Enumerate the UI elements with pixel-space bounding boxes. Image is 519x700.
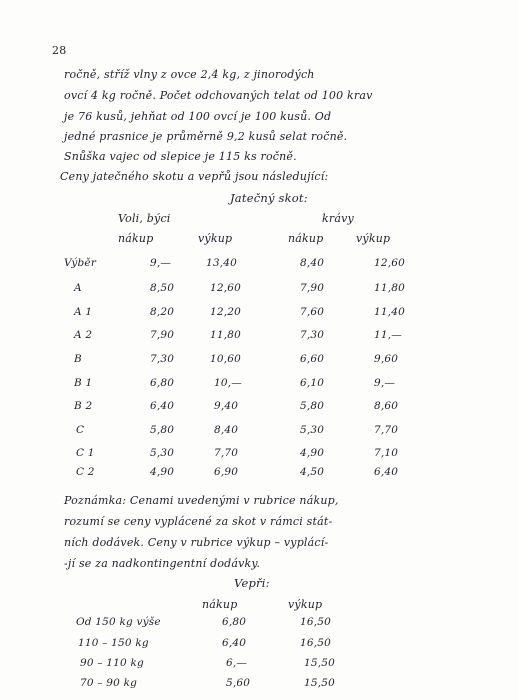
cattle-header: výkup bbox=[198, 232, 233, 245]
pigs-weight: 70 – 90 kg bbox=[80, 677, 138, 689]
cattle-cell: 6,10 bbox=[300, 377, 325, 389]
pigs-title: Vepři: bbox=[234, 576, 270, 590]
cattle-grade: C bbox=[76, 424, 85, 436]
cattle-grade: B 1 bbox=[74, 377, 93, 389]
note-line: Poznámka: Cenami uvedenými v rubrice nákup, bbox=[64, 494, 339, 507]
cattle-cell: 11,— bbox=[374, 329, 402, 341]
cattle-cell: 7,70 bbox=[214, 447, 239, 459]
cattle-cell: 7,10 bbox=[374, 447, 399, 459]
pigs-header: nákup bbox=[202, 598, 238, 611]
cattle-cell: 7,30 bbox=[300, 329, 325, 341]
cattle-cell: 7,30 bbox=[150, 353, 175, 365]
cattle-cell: 6,90 bbox=[214, 466, 239, 478]
cattle-cell: 10,60 bbox=[210, 353, 242, 365]
pigs-cell: 15,50 bbox=[304, 677, 336, 689]
paragraph-line: jedné prasnice je průměrně 9,2 kusů selat ročně. bbox=[64, 130, 348, 143]
cattle-cell: 12,60 bbox=[210, 282, 242, 294]
cattle-grade: A 1 bbox=[74, 306, 93, 318]
paragraph-line: Snůška vajec od slepice je 115 ks ročně. bbox=[64, 150, 297, 163]
cattle-cell: 7,60 bbox=[300, 306, 325, 318]
cattle-header: výkup bbox=[356, 232, 391, 245]
paragraph-line: ovcí 4 kg ročně. Počet odchovaných telat od 100 krav bbox=[64, 89, 373, 102]
pigs-cell: 16,50 bbox=[300, 616, 332, 628]
cattle-title: Jatečný skot: bbox=[230, 191, 308, 205]
pigs-cell: 6,— bbox=[226, 657, 248, 669]
cattle-cell: 9,— bbox=[374, 377, 396, 389]
cattle-cell: 7,90 bbox=[150, 329, 175, 341]
cattle-cell: 11,80 bbox=[210, 329, 242, 341]
cattle-cell: 5,80 bbox=[150, 424, 175, 436]
pigs-header: výkup bbox=[288, 598, 323, 611]
cattle-header: nákup bbox=[288, 232, 324, 245]
cattle-grade: Výběr bbox=[64, 257, 97, 269]
cattle-cell: 6,40 bbox=[374, 466, 399, 478]
cattle-cell: 8,40 bbox=[300, 257, 325, 269]
cattle-cell: 5,80 bbox=[300, 400, 325, 412]
paragraph-line: ročně, stříž vlny z ovce 2,4 kg, z jinorodých bbox=[64, 68, 315, 81]
cattle-header: nákup bbox=[118, 232, 154, 245]
note-line: rozumí se ceny vyplácené za skot v rámci stát- bbox=[64, 515, 333, 528]
cattle-cell: 7,90 bbox=[300, 282, 325, 294]
cattle-grade: B bbox=[74, 353, 82, 365]
cattle-grade: A 2 bbox=[74, 329, 93, 341]
pigs-weight: 90 – 110 kg bbox=[80, 657, 144, 669]
cattle-cell: 7,70 bbox=[374, 424, 399, 436]
cattle-cell: 4,90 bbox=[150, 466, 175, 478]
cattle-cell: 6,60 bbox=[300, 353, 325, 365]
cattle-grade: C 2 bbox=[76, 466, 95, 478]
cattle-cell: 6,80 bbox=[150, 377, 175, 389]
cattle-cell: 12,60 bbox=[374, 257, 406, 269]
note-line: ních dodávek. Ceny v rubrice výkup – vyplácí- bbox=[64, 536, 329, 549]
cattle-cell: 9,40 bbox=[214, 400, 239, 412]
cattle-cell: 8,60 bbox=[374, 400, 399, 412]
cattle-cell: 4,90 bbox=[300, 447, 325, 459]
cattle-cell: 13,40 bbox=[206, 257, 238, 269]
cattle-cell: 9,60 bbox=[374, 353, 399, 365]
paragraph-line: je 76 kusů, jehňat od 100 ovcí je 100 kusů. Od bbox=[64, 110, 332, 123]
note-line: -jí se za nadkontingentní dodávky. bbox=[64, 557, 261, 570]
cattle-grade: A bbox=[74, 282, 82, 294]
cattle-cell: 8,40 bbox=[214, 424, 239, 436]
paragraph-line: Ceny jatečného skotu a vepřů jsou následující: bbox=[60, 170, 329, 183]
pigs-cell: 15,50 bbox=[304, 657, 336, 669]
cattle-cell: 5,30 bbox=[300, 424, 325, 436]
pigs-cell: 5,60 bbox=[226, 677, 251, 689]
pigs-cell: 6,80 bbox=[222, 616, 247, 628]
cattle-cell: 4,50 bbox=[300, 466, 325, 478]
page-number: 28 bbox=[52, 44, 67, 57]
cattle-cell: 10,— bbox=[214, 377, 242, 389]
pigs-cell: 6,40 bbox=[222, 637, 247, 649]
pigs-cell: 16,50 bbox=[300, 637, 332, 649]
pigs-weight: Od 150 kg výše bbox=[76, 616, 161, 628]
cattle-group-cows: krávy bbox=[322, 212, 354, 225]
cattle-grade: B 2 bbox=[74, 400, 93, 412]
pigs-weight: 110 – 150 kg bbox=[78, 637, 149, 649]
cattle-cell: 8,50 bbox=[150, 282, 175, 294]
cattle-cell: 12,20 bbox=[210, 306, 242, 318]
cattle-group-bulls: Voli, býci bbox=[118, 212, 171, 225]
cattle-cell: 11,80 bbox=[374, 282, 406, 294]
cattle-cell: 8,20 bbox=[150, 306, 175, 318]
cattle-cell: 9,— bbox=[150, 257, 172, 269]
cattle-cell: 11,40 bbox=[374, 306, 406, 318]
cattle-cell: 5,30 bbox=[150, 447, 175, 459]
cattle-grade: C 1 bbox=[76, 447, 95, 459]
cattle-cell: 6,40 bbox=[150, 400, 175, 412]
